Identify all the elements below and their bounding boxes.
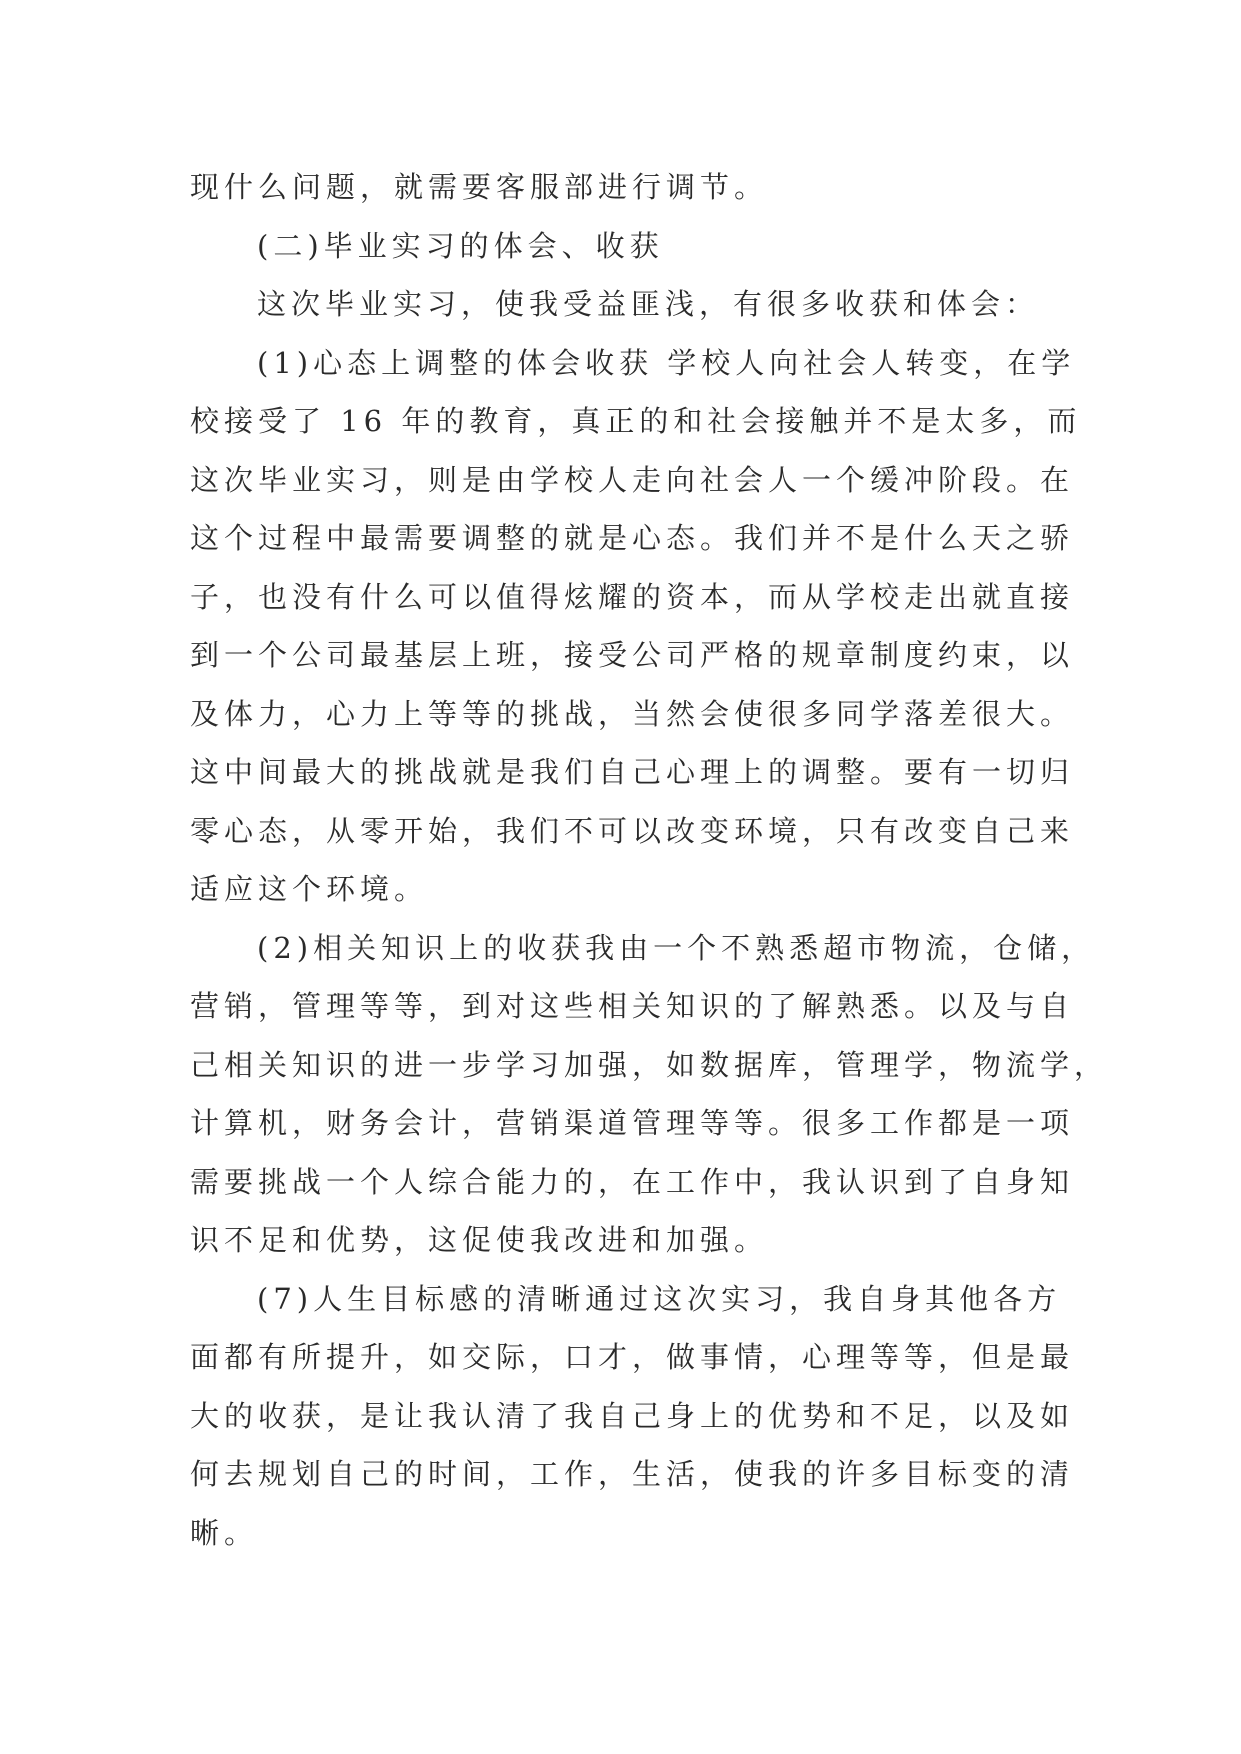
text-line: (1)心态上调整的体会收获 学校人向社会人转变，在学: [257, 345, 1076, 380]
text-line: 识不足和优势，这促使我改进和加强。: [190, 1223, 769, 1257]
text-line: 子，也没有什么可以值得炫耀的资本，而从学校走出就直接: [190, 579, 1075, 614]
document-body: [190, 158, 1109, 1562]
text-line: 这次毕业实习，使我受益匪浅，有很多收获和体会：: [257, 287, 1040, 321]
text-line: 校接受了 16 年的教育，真正的和社会接触并不是太多，而: [190, 404, 1082, 438]
text-line: 营销，管理等等，到对这些相关知识的了解熟悉。以及与自: [190, 989, 1075, 1023]
text-line: (7)人生目标感的清晰通过这次实习，我自身其他各方: [257, 1281, 1062, 1316]
text-line: 及体力，心力上等等的挑战，当然会使很多同学落差很大。: [190, 696, 1075, 731]
text-line: 这个过程中最需要调整的就是心态。我们并不是什么天之骄: [190, 521, 1075, 555]
section-heading: (二)毕业实习的体会、收获: [257, 228, 664, 263]
text-line: 零心态，从零开始，我们不可以改变环境，只有改变自己来: [190, 813, 1075, 848]
text-line: 己相关知识的进一步学习加强，如数据库，管理学，物流学，: [190, 1047, 1109, 1082]
text-line: 大的收获，是让我认清了我自己身上的优势和不足，以及如: [190, 1398, 1075, 1433]
text-line: 计算机，财务会计，营销渠道管理等等。很多工作都是一项: [190, 1106, 1075, 1140]
text-line: 晰。: [190, 1515, 259, 1550]
text-line: 现什么问题，就需要客服部进行调节。: [190, 170, 769, 204]
text-line: 适应这个环境。: [190, 872, 429, 906]
text-line: 面都有所提升，如交际，口才，做事情，心理等等，但是最: [190, 1340, 1075, 1374]
text-line: 这次毕业实习，则是由学校人走向社会人一个缓冲阶段。在: [190, 462, 1075, 497]
text-line: (2)相关知识上的收获我由一个不熟悉超市物流，仓储，: [257, 930, 1096, 965]
text-line: 需要挑战一个人综合能力的，在工作中，我认识到了自身知: [190, 1164, 1075, 1199]
text-line: 何去规划自己的时间，工作，生活，使我的许多目标变的清: [190, 1457, 1075, 1491]
text-line: 这中间最大的挑战就是我们自己心理上的调整。要有一切归: [190, 755, 1075, 789]
text-line: 到一个公司最基层上班，接受公司严格的规章制度约束，以: [190, 638, 1075, 672]
